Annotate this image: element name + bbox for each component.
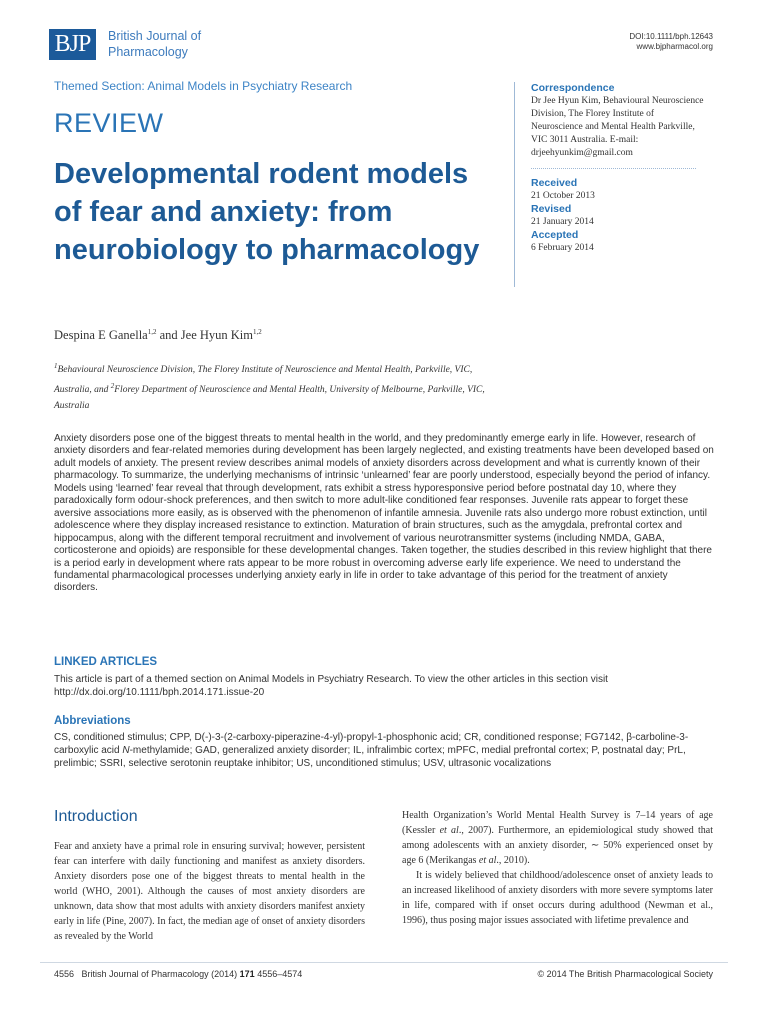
linked-articles-text: This article is part of a themed section on Animal Models in Psychiatry Research. To view the other articles in this section visit http://dx.doi.org/10.1111/bph.2014.171.issue-20 <box>54 674 608 698</box>
abstract: Anxiety disorders pose one of the biggest threats to mental health in the world, and they predominantly emerge early in life. However, research of anxiety disorders and fear-related memories during development has been largely neglected, and existing treatments have been developed based on adult models of anxiety. The present review describes animal models of anxiety disorders across development and what is currently known of their pharmacology. To summarize, the underlying mechanisms of intrinsic ‘unlearned’ fear are poorly understood, especially beyond the period of infancy. Models using ‘learned’ fear reveal that through development, rats exhibit a stress hyporesponsive period before postnatal day 10, where they paradoxically form odour-shock preferences, and then switch to more adult-like conditioned fear responses. Juvenile rats appear to forget these aversive associations more easily, as is observed with the phenomenon of infantile amnesia. Juvenile rats also undergo more robust extinction, until adolescence where they display increased resistance to extinction. Maturation of brain structures, such as the amygdala, prefrontal cortex and hippocampus, along with the different temporal recruitment and involvement of various neurotransmitter systems (including NMDA, GABA, corticosterone and opioids) are responsible for these developmental changes. Taken together, the studies described in this review highlight that there is a period early in development where rats appear to be more robust in overcoming adverse early life experience. We need to understand the fundamental pharmacological processes underlying anxiety early in life in order to take advantage of this period for the treatment of anxiety disorders. <box>54 433 714 594</box>
affiliation-marker: 2 <box>110 382 115 391</box>
text-run: ., 2010). <box>496 855 530 866</box>
text-run: ., 2007). Furthermore, an epidemiological study showed that among adolescents with an anxiety disorder, ∼ 50% experienced onset by age 6 (Merikangas <box>402 825 713 866</box>
correspondence-heading: Correspondence <box>531 82 615 94</box>
affiliations <box>54 358 504 414</box>
footer-journal: British Journal of Pharmacology (2014) <box>81 969 238 979</box>
page-number: 4556 <box>54 969 75 979</box>
introduction-heading: Introduction <box>54 808 138 825</box>
accepted-date: 6 February 2014 <box>531 243 594 253</box>
footer-volume: 171 <box>239 969 255 979</box>
abbreviations-text <box>54 731 714 770</box>
introduction-paragraph: Fear and anxiety have a primal role in ensuring survival; however, persistent fear can interfere with daily functioning and manifest as anxiety disorders. Anxiety disorders pose one of the biggest threats to mental health in the world (WHO, 2001). Although the causes of most anxiety disorders are unknown, data show that most adults with anxiety disorders manifest anxiety early in life (Pine, 2007). In fact, the median age of onset of anxiety disorders as revealed by the World <box>54 841 365 942</box>
revised-heading: Revised <box>531 203 572 215</box>
correspondence-sidebar <box>514 82 704 287</box>
sidebar-divider <box>531 168 696 169</box>
text-run: Health Organization’s World Mental Health Survey is 7–14 years of age (Kessler <box>402 810 713 836</box>
author-name: Despina E Ganella <box>54 328 148 343</box>
author-affiliation-marker: 1,2 <box>147 328 157 336</box>
received-heading: Received <box>531 177 578 189</box>
article-type: REVIEW <box>54 108 164 138</box>
footer-pages: 4556–4574 <box>257 969 303 979</box>
author-name: Jee Hyun Kim <box>180 328 253 343</box>
introduction-right-column <box>402 808 713 928</box>
journal-website[interactable]: www.bjpharmacol.org <box>636 42 713 51</box>
text-run-italic: et al <box>478 855 497 866</box>
introduction-left-column <box>54 839 365 944</box>
footer-copyright: © 2014 The British Pharmacological Society <box>537 969 713 979</box>
themed-section-label: Themed Section: Animal Models in Psychiatry Research <box>54 79 353 93</box>
author-affiliation-marker: 1,2 <box>253 328 262 336</box>
received-date: 21 October 2013 <box>531 191 595 201</box>
footer-citation <box>54 969 302 979</box>
abbreviations-part: -methylamide; GAD, generalized anxiety disorder; IL, infralimbic cortex; mPFC, medial prefrontal cortex; P, postnatal day; PrL, prelimbic; SSRI, selective serotonin reuptake inhibitor; US, unconditioned stimulus; USV, ultrasonic vocalizations <box>54 745 686 769</box>
linked-articles-heading: LINKED ARTICLES <box>54 656 158 668</box>
accepted-heading: Accepted <box>531 229 579 241</box>
journal-name-line1: British Journal of <box>108 29 202 43</box>
journal-name <box>108 28 201 60</box>
affiliation-marker: 1 <box>54 362 58 370</box>
journal-name-line2: Pharmacology <box>108 45 188 59</box>
author-list <box>54 328 262 343</box>
footer-divider <box>40 962 728 963</box>
abbreviations-part: CS, conditioned stimulus; CPP, D(-)-3-(2-carboxy-piperazine-4-yl)-propyl-1-phosphonic acid; CR, conditioned response; FG7142, β-carboline-3-carboxylic acid <box>54 732 689 756</box>
correspondence-text: Dr Jee Hyun Kim, Behavioural Neuroscience Division, The Florey Institute of Neuroscience and Mental Health Parkville, VIC 3011 Australia. E-mail: drjeehyunkim@gmail.com <box>531 96 704 158</box>
text-run-italic: et al <box>439 825 459 836</box>
author-conjunction: and <box>156 328 181 343</box>
doi[interactable]: DOI:10.1111/bph.12643 <box>629 32 713 41</box>
abbreviations-italic: N <box>122 745 130 756</box>
introduction-paragraph <box>402 808 713 868</box>
abbreviations-heading: Abbreviations <box>54 715 131 727</box>
article-title: Developmental rodent models of fear and anxiety: from neurobiology to pharmacology <box>54 158 480 266</box>
introduction-paragraph: It is widely believed that childhood/adolescence onset of anxiety leads to an increased likelihood of anxiety disorders with more severe symptoms later in life, compared with if onset occurs during adulthood (Newman et al., 1996), thus posing major issues associated with lifetime prevalence and <box>402 870 713 926</box>
doi-block <box>629 32 713 52</box>
affiliation-text: Behavioural Neuroscience Division, The Florey Institute of Neuroscience and Mental Health, Parkville, VIC, Australia, and <box>54 365 473 396</box>
revised-date: 21 January 2014 <box>531 217 594 227</box>
affiliation-text: Florey Department of Neuroscience and Mental Health, University of Melbourne, Parkville, VIC, Australia <box>54 385 485 412</box>
journal-logo: BJP <box>49 29 96 60</box>
